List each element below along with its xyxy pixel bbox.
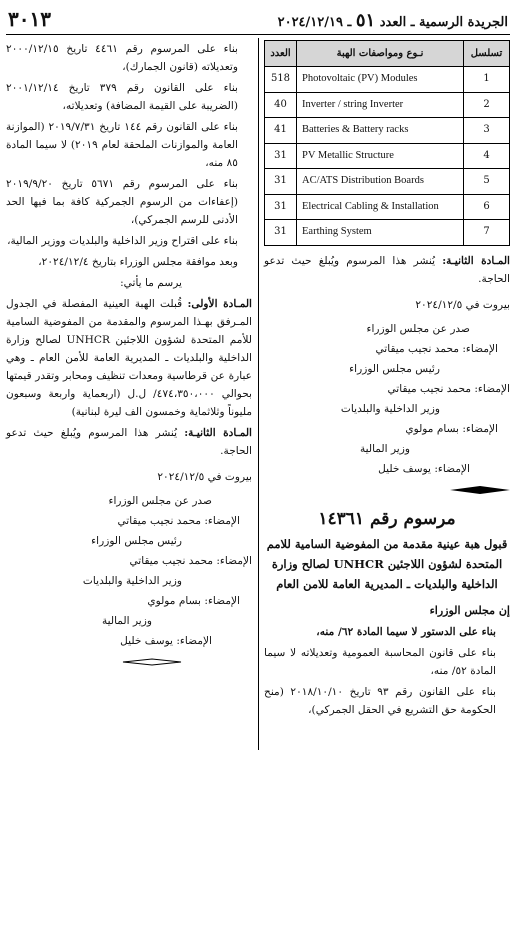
cell-qty: 31 (265, 143, 297, 169)
article-two-label: المـادة الثانيـة: (184, 427, 252, 439)
issue-date: ـ ٢٠٢٤/١٢/١٩ (277, 15, 352, 30)
header-qty: العدد (265, 41, 297, 67)
sig-signature: الإمضاء: محمد نجيب ميقاتي (129, 555, 252, 567)
diamond-separator-icon (450, 486, 510, 494)
sig-signature: الإمضاء: يوسف خليل (120, 635, 212, 647)
council-heading: إن مجلس الوزراء (429, 603, 510, 617)
left-column (6, 40, 252, 672)
table-row (265, 169, 510, 195)
article-two-label: المـادة الثانيـة: (442, 254, 510, 267)
cell-qty: 31 (265, 169, 297, 195)
cell-desc: Electrical Cabling & Installation (297, 194, 464, 220)
cell-seq: 4 (464, 143, 510, 169)
sig-signature: الإمضاء: بسام مولوي (405, 422, 498, 435)
article-one-text: قُبلت الهبة العينية المفصلة في الجدول المـرفق بهـذا المرسوم والمقدمة من المفوضية السامية للأمم المتحدة لشؤون اللاجئين UNHCR لصالح وزارة الداخلية والبلديات ـ المديرية العامة للأمن العام ـ وهي عبارة عن قرطاسية ومعدات تنظيف ومحابر وتقدر قيمتها بحوالي ٤٧٤،٣٥٠،٠٠٠/ ل.ل (اربعماية واربعة وسبعون مليوناً وثلاثماية وخمسون الف ليرة لبنانية) (6, 298, 252, 418)
sig-title: رئيس مجلس الوزراء (349, 362, 440, 375)
cell-qty: 518 (265, 67, 297, 93)
signature-block (6, 492, 252, 650)
gazette-title-prefix: الجريدة الرسمية ـ العدد (379, 15, 508, 30)
donation-table (264, 40, 510, 246)
sig-signature: الإمضاء: محمد نجيب ميقاتي (375, 342, 498, 355)
gazette-title (278, 10, 508, 31)
cell-qty: 31 (265, 194, 297, 220)
basis-vat-law: بناء على القانون رقم ٣٧٩ تاريخ ٢٠٠١/١٢/١٤ (الضريبة على القيمة المضافة) وتعديلاته، (6, 82, 238, 112)
basis-budget-law: بناء على القانون رقم ١٤٤ تاريخ ٢٠١٩/٧/٣١ (الموازنة العامة والموازنات الملحقة لعام ٢٠١٩) لا سيما المادة ٨٥ منه، (6, 121, 238, 169)
cell-seq: 3 (464, 118, 510, 144)
table-row (265, 143, 510, 169)
sig-title: وزير المالية (101, 615, 152, 627)
article-two-text: يُنشر هذا المرسوم ويُبلغ حيث تدعو الحاجة. (6, 427, 252, 457)
table-row (265, 220, 510, 246)
table-row (265, 92, 510, 118)
sig-issued-by: صدر عن مجلس الوزراء (108, 495, 212, 507)
table-header-row (265, 41, 510, 67)
cell-desc: Earthing System (297, 220, 464, 246)
header-divider (6, 34, 510, 35)
page-number: ٣٠١٣ (8, 7, 51, 31)
sig-title: وزير الداخلية والبلديات (340, 402, 440, 415)
basis-constitution: بناء على الدستور لا سيما المادة ٦٢/ منه، (316, 625, 496, 638)
cell-qty: 31 (265, 220, 297, 246)
cell-desc: Inverter / string Inverter (297, 92, 464, 118)
article-one (6, 295, 252, 421)
sig-signature: الإمضاء: يوسف خليل (378, 462, 470, 475)
table-row (265, 67, 510, 93)
page-header (6, 6, 510, 36)
cell-seq: 1 (464, 67, 510, 93)
cell-desc: Photovoltaic (PV) Modules (297, 67, 464, 93)
place-date: بيروت في ٢٠٢٤/١٢/٥ (157, 471, 252, 483)
basis-customs-law: بناء على المرسوم رقم ٤٤٦١ تاريخ ٢٠٠٠/١٢/١٥ وتعديلاته (قانون الجمارك)، (6, 43, 238, 73)
cell-desc: AC/ATS Distribution Boards (297, 169, 464, 195)
basis-approval: وبعد موافقة مجلس الوزراء بتاريخ ٢٠٢٤/١٢/٤، (38, 256, 238, 268)
sig-title: وزير الداخلية والبلديات (82, 575, 182, 587)
sig-signature: الإمضاء: محمد نجيب ميقاتي (387, 382, 510, 395)
decrees-line: يرسم ما يأتي: (120, 277, 182, 289)
sig-issued-by: صدر عن مجلس الوزراء (366, 322, 470, 335)
table-row (265, 118, 510, 144)
place-date: بيروت في ٢٠٢٤/١٢/٥ (415, 298, 510, 311)
article-two (264, 252, 510, 288)
right-column (264, 40, 510, 722)
cell-seq: 7 (464, 220, 510, 246)
sig-signature: الإمضاء: بسام مولوي (147, 595, 240, 607)
basis-law-93: بناء على القانون رقم ٩٣ تاريخ ٢٠١٨/١٠/١٠ (منح الحكومة حق التشريع في الحقل الجمركي)، (264, 685, 496, 716)
cell-seq: 2 (464, 92, 510, 118)
cell-qty: 41 (265, 118, 297, 144)
issue-number: ٥١ (355, 10, 376, 31)
cell-desc: Batteries & Battery racks (297, 118, 464, 144)
signature-block (264, 320, 510, 478)
basis-exemptions-decree: بناء على المرسوم رقم ٥٦٧١ تاريخ ٢٠١٩/٩/٢٠ (إعفاءات من الرسوم الجمركية كافة بما فيها الحد الأدنى للرسم الجمركي)، (6, 178, 238, 226)
header-seq: تسلسل (464, 41, 510, 67)
cell-desc: PV Metallic Structure (297, 143, 464, 169)
decree-title: مرسوم رقم ١٤٣٦١ (318, 508, 456, 529)
article-two (6, 424, 252, 460)
basis-proposal: بناء على اقتراح وزير الداخلية والبلديات ووزير المالية، (7, 235, 238, 247)
sig-title: وزير المالية (359, 442, 410, 455)
cell-seq: 6 (464, 194, 510, 220)
decree-subject: قبول هبة عينية مقدمة من المفوضية السامية للامم المتحدة لشؤون اللاجئين UNHCR لصالح وزارة الداخلية والبلديات ـ المديرية العامة للامن العام (266, 536, 508, 591)
column-divider (258, 38, 259, 750)
sig-title: رئيس مجلس الوزراء (91, 535, 182, 547)
diamond-outline-separator-icon (122, 658, 182, 666)
table-row (265, 194, 510, 220)
article-one-label: المـادة الأولى: (187, 298, 253, 310)
article-two-text: يُنشر هذا المرسوم ويُبلغ حيث تدعو الحاجة. (264, 254, 510, 285)
cell-seq: 5 (464, 169, 510, 195)
basis-accounting-law: بناء على قانون المحاسبة العمومية وتعديلاته لا سيما المادة ٥٢/ منه، (264, 646, 496, 677)
sig-signature: الإمضاء: محمد نجيب ميقاتي (117, 515, 240, 527)
cell-qty: 40 (265, 92, 297, 118)
header-desc: نـوع ومواصفات الهبة (297, 41, 464, 67)
